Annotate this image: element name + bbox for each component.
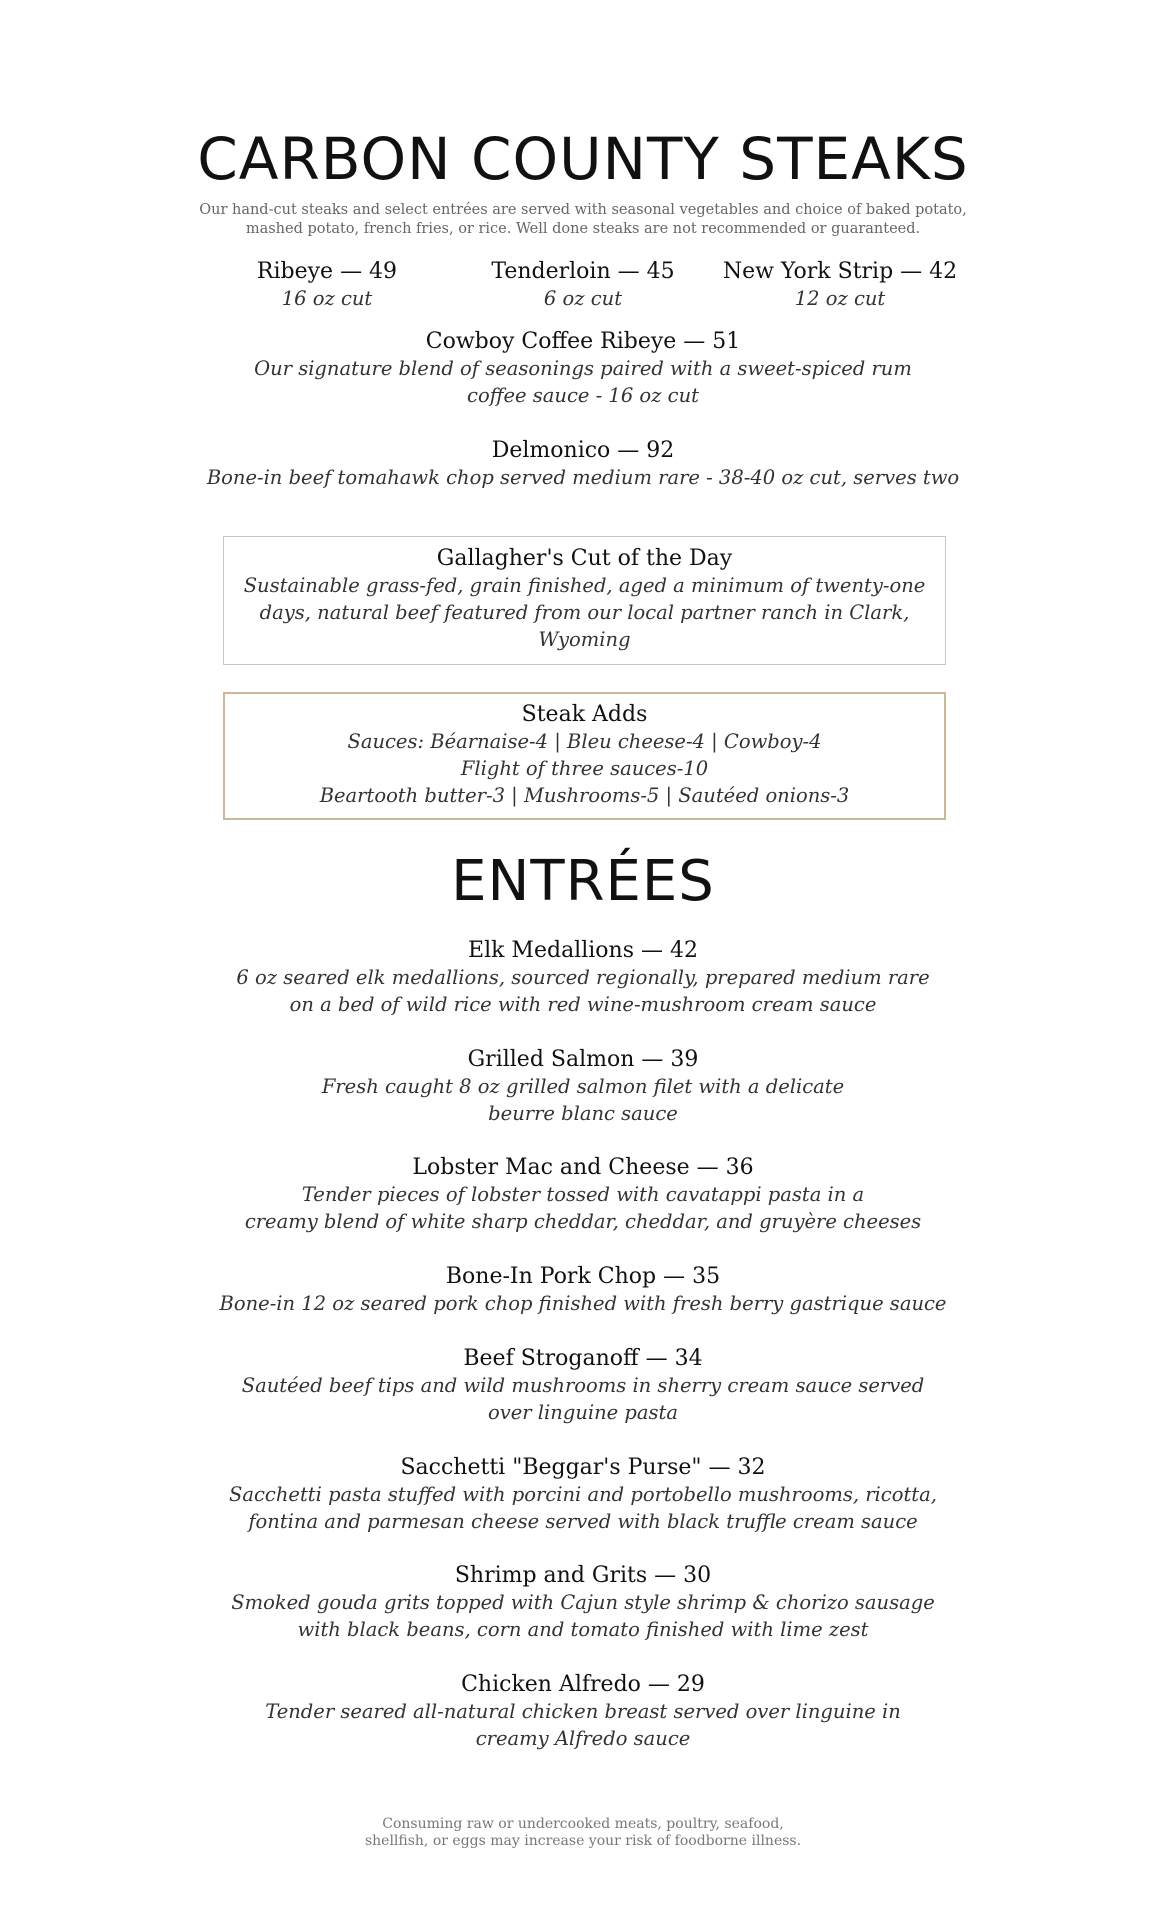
- item-desc: Beartooth butter-3 | Mushrooms-5 | Sautéed onions-3: [319, 784, 850, 807]
- entree-item: [183, 1454, 983, 1535]
- item-name: Delmonico — 92: [491, 438, 675, 463]
- restaurant-title: CARBON COUNTY STEAKS: [197, 125, 969, 193]
- item-name: Bone-In Pork Chop — 35: [445, 1264, 721, 1289]
- item-name: Gallagher's Cut of the Day: [436, 546, 733, 571]
- item-name: Sacchetti "Beggar's Purse" — 32: [400, 1455, 766, 1480]
- cut-of-the-day-box: [223, 536, 946, 665]
- item-desc: Our signature blend of seasonings paired with a sweet-spiced rum: [254, 357, 912, 380]
- entree-item: [183, 1562, 983, 1643]
- item-name: Steak Adds: [521, 702, 648, 727]
- item-name: Grilled Salmon — 39: [467, 1047, 699, 1072]
- item-desc: on a bed of wild rice with red wine-mushroom cream sauce: [289, 993, 877, 1016]
- entree-item: [183, 1671, 983, 1752]
- item-desc: fontina and parmesan cheese served with black truffle cream sauce: [248, 1510, 918, 1533]
- item-desc: 16 oz cut: [281, 287, 373, 310]
- item-desc: over linguine pasta: [487, 1401, 678, 1424]
- entree-item: [183, 1345, 983, 1426]
- item-desc: Sacchetti pasta stuffed with porcini and portobello mushrooms, ricotta,: [229, 1483, 937, 1506]
- disclaimer-line: Consuming raw or undercooked meats, poultry, seafood,: [382, 1816, 784, 1832]
- item-desc: Sauces: Béarnaise-4 | Bleu cheese-4 | Cowboy-4: [347, 730, 822, 753]
- item-desc: creamy Alfredo sauce: [475, 1727, 691, 1750]
- steak-new-york-strip: [720, 258, 960, 312]
- item-desc: coffee sauce - 16 oz cut: [467, 384, 699, 407]
- item-desc: creamy blend of white sharp cheddar, cheddar, and gruyère cheeses: [244, 1210, 922, 1233]
- item-desc: 12 oz cut: [794, 287, 886, 310]
- item-name: Elk Medallions — 42: [468, 938, 698, 963]
- item-desc: beurre blanc sauce: [488, 1102, 678, 1125]
- steak-cowboy-coffee-ribeye: [183, 328, 983, 409]
- item-desc: Tender pieces of lobster tossed with cavatappi pasta in a: [301, 1183, 865, 1206]
- item-name: Shrimp and Grits — 30: [454, 1563, 712, 1588]
- item-desc: Tender seared all-natural chicken breast served over linguine in: [265, 1700, 901, 1723]
- entrees-title: ENTRÉES: [451, 849, 715, 914]
- item-name: Beef Stroganoff — 34: [463, 1346, 703, 1371]
- steak-ribeye: [207, 258, 447, 312]
- item-name: Ribeye — 49: [256, 259, 398, 284]
- disclaimer-line: shellfish, or eggs may increase your risk of foodborne illness.: [364, 1833, 802, 1849]
- entree-item: [183, 1263, 983, 1317]
- item-desc: Fresh caught 8 oz grilled salmon filet with a delicate: [321, 1075, 845, 1098]
- item-name: New York Strip — 42: [722, 259, 958, 284]
- item-desc: with black beans, corn and tomato finished with lime zest: [297, 1618, 869, 1641]
- entree-item: [183, 1046, 983, 1127]
- item-name: Chicken Alfredo — 29: [461, 1672, 705, 1697]
- steak-delmonico: [183, 437, 983, 491]
- steak-tenderloin: [463, 258, 703, 312]
- item-desc: Sautéed beef tips and wild mushrooms in sherry cream sauce served: [241, 1374, 925, 1397]
- steak-adds-box: [223, 692, 946, 820]
- item-desc: Flight of three sauces-10: [460, 757, 709, 780]
- entree-item: [183, 937, 983, 1018]
- health-disclaimer: [0, 1816, 1166, 1850]
- item-name: Lobster Mac and Cheese — 36: [412, 1155, 754, 1180]
- item-desc: Wyoming: [538, 628, 631, 651]
- entree-item: [183, 1154, 983, 1235]
- intro-line: mashed potato, french fries, or rice. Well done steaks are not recommended or guaranteed.: [245, 221, 921, 237]
- menu-intro: [190, 201, 976, 239]
- item-desc: Sustainable grass-fed, grain finished, aged a minimum of twenty-one: [243, 574, 926, 597]
- item-desc: Bone-in 12 oz seared pork chop finished with fresh berry gastrique sauce: [219, 1292, 947, 1315]
- item-desc: 6 oz cut: [543, 287, 623, 310]
- item-desc: Smoked gouda grits topped with Cajun style shrimp & chorizo sausage: [231, 1591, 935, 1614]
- intro-line: Our hand-cut steaks and select entrées are served with seasonal vegetables and choice of baked potato,: [199, 202, 967, 218]
- item-desc: Bone-in beef tomahawk chop served medium rare - 38-40 oz cut, serves two: [206, 466, 960, 489]
- item-desc: days, natural beef featured from our local partner ranch in Clark,: [259, 601, 910, 624]
- item-name: Cowboy Coffee Ribeye — 51: [425, 329, 741, 354]
- item-name: Tenderloin — 45: [491, 259, 675, 284]
- item-desc: 6 oz seared elk medallions, sourced regionally, prepared medium rare: [236, 966, 930, 989]
